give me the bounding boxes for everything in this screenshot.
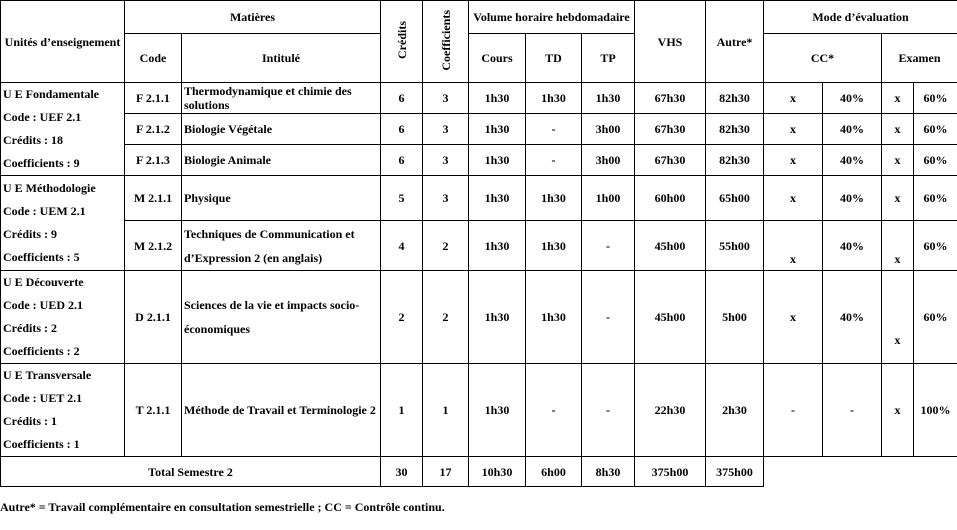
row-credits: 6 [381,144,423,175]
ue-coef: Coefficients : 5 [3,250,80,264]
row-intitule: Sciences de la vie et impacts socio-économiques [182,271,381,364]
row-coef: 2 [423,221,469,271]
row-coef: 2 [423,271,469,364]
row-coef: 3 [423,144,469,175]
row-coef: 1 [423,364,469,457]
row-coef: 3 [423,176,469,221]
row-cours: 1h30 [469,271,526,364]
table-row [1,271,957,364]
ue-cell-decouverte [1,271,125,364]
row-cc-pct: 40% [823,144,882,175]
total-label: Total Semestre 2 [1,457,381,487]
header-volume: Volume horaire hebdomadaire [469,1,635,34]
row-vhs: 45h00 [635,221,706,271]
row-credits: 6 [381,83,423,114]
row-intitule: Techniques de Communication et d’Expression 2 (en anglais) [182,221,381,271]
row-autre: 55h00 [706,221,764,271]
total-coef: 17 [423,457,469,487]
header-mode: Mode d’évaluation [764,1,957,34]
total-cours: 10h30 [469,457,526,487]
ue-credits: Crédits : 2 [3,321,57,335]
table-row [1,144,957,175]
ue-coef: Coefficients : 1 [3,437,80,451]
header-examen: Examen [882,34,957,83]
header-code: Code [125,34,182,83]
ue-coef: Coefficients : 9 [3,156,80,170]
ue-cell-fondamentale [1,83,125,176]
row-cours: 1h30 [469,176,526,221]
header-credits: Crédits [394,21,409,59]
row-td: 1h30 [526,221,582,271]
row-ex-pct: 60% [914,114,957,144]
row-cc-pct: - [823,364,882,457]
row-td: 1h30 [526,176,582,221]
ue-code: Code : UEM 2.1 [3,204,86,218]
row-autre: 2h30 [706,364,764,457]
total-row [1,457,957,487]
row-ex-x: x [882,221,914,271]
row-autre: 82h30 [706,83,764,114]
ue-credits: Crédits : 9 [3,227,57,241]
row-tp: 1h00 [582,176,635,221]
row-ex-x: x [882,271,914,364]
row-code: T 2.1.1 [125,364,182,457]
row-autre: 5h00 [706,271,764,364]
row-tp: - [582,221,635,271]
header-td: TD [526,34,582,83]
row-cc-x: x [764,144,823,175]
row-vhs: 60h00 [635,176,706,221]
row-intitule: Biologie Végétale [182,114,381,144]
row-cc-pct: 40% [823,221,882,271]
total-td: 6h00 [526,457,582,487]
row-td: 1h30 [526,271,582,364]
footnote: Autre* = Travail complémentaire en consultation semestrielle ; CC = Contrôle continu. [0,500,445,514]
row-ex-pct: 60% [914,271,957,364]
row-tp: 3h00 [582,144,635,175]
row-credits: 4 [381,221,423,271]
row-cc-pct: 40% [823,83,882,114]
total-vhs: 375h00 [635,457,706,487]
ue-name: U E Méthodologie [3,181,96,195]
header-coefficients: Coefficients [438,9,453,71]
total-tp: 8h30 [582,457,635,487]
row-ex-x: x [882,176,914,221]
row-vhs: 67h30 [635,114,706,144]
row-ex-pct: 60% [914,83,957,114]
row-intitule: Thermodynamique et chimie des solutions [182,83,381,114]
row-ex-x: x [882,144,914,175]
header-unites: Unités d’enseignement [1,1,125,83]
ue-cell-transversale [1,364,125,457]
total-credits: 30 [381,457,423,487]
table-row [1,176,957,221]
ue-name: U E Fondamentale [3,87,99,101]
row-autre: 82h30 [706,144,764,175]
total-autre: 375h00 [706,457,764,487]
row-vhs: 22h30 [635,364,706,457]
row-code: F 2.1.1 [125,83,182,114]
row-cours: 1h30 [469,83,526,114]
row-cours: 1h30 [469,221,526,271]
row-coef: 3 [423,114,469,144]
ue-name: U E Découverte [3,275,84,289]
row-ex-pct: 100% [914,364,957,457]
row-code: M 2.1.1 [125,176,182,221]
ue-code: Code : UEF 2.1 [3,110,82,124]
row-credits: 5 [381,176,423,221]
header-cours: Cours [469,34,526,83]
row-tp: 3h00 [582,114,635,144]
row-cc-x: x [764,271,823,364]
row-cc-pct: 40% [823,176,882,221]
row-code: F 2.1.2 [125,114,182,144]
row-cc-x: - [764,364,823,457]
row-ex-x: x [882,83,914,114]
header-vhs: VHS [635,1,706,83]
row-code: M 2.1.2 [125,221,182,271]
ue-code: Code : UET 2.1 [3,391,83,405]
ue-credits: Crédits : 18 [3,133,63,147]
row-ex-pct: 60% [914,221,957,271]
table-row [1,364,957,457]
header-matieres: Matières [125,1,381,34]
row-ex-pct: 60% [914,176,957,221]
row-tp: - [582,364,635,457]
row-ex-x: x [882,114,914,144]
row-vhs: 67h30 [635,83,706,114]
row-coef: 3 [423,83,469,114]
table-row [1,83,957,114]
row-cc-pct: 40% [823,114,882,144]
header-cc: CC* [764,34,882,83]
ue-cell-methodologie [1,176,125,271]
ue-code: Code : UED 2.1 [3,298,83,312]
ue-credits: Crédits : 1 [3,414,57,428]
row-credits: 2 [381,271,423,364]
ue-coef: Coefficients : 2 [3,344,80,358]
row-cc-x: x [764,114,823,144]
row-td: 1h30 [526,83,582,114]
row-cc-x: x [764,221,823,271]
table-row [1,114,957,144]
row-credits: 6 [381,114,423,144]
row-td: - [526,114,582,144]
row-code: F 2.1.3 [125,144,182,175]
row-intitule: Biologie Animale [182,144,381,175]
table-row [1,221,957,271]
row-cc-x: x [764,176,823,221]
row-td: - [526,144,582,175]
total-empty [764,457,957,487]
header-tp: TP [582,34,635,83]
row-intitule: Physique [182,176,381,221]
row-tp: - [582,271,635,364]
row-vhs: 67h30 [635,144,706,175]
row-ex-x: x [882,364,914,457]
row-intitule: Méthode de Travail et Terminologie 2 [182,364,381,457]
row-cc-x: x [764,83,823,114]
row-credits: 1 [381,364,423,457]
row-code: D 2.1.1 [125,271,182,364]
row-td: - [526,364,582,457]
row-cours: 1h30 [469,114,526,144]
row-autre: 65h00 [706,176,764,221]
header-intitule: Intitulé [182,34,381,83]
row-vhs: 45h00 [635,271,706,364]
row-cc-pct: 40% [823,271,882,364]
row-autre: 82h30 [706,114,764,144]
row-ex-pct: 60% [914,144,957,175]
ue-name: U E Transversale [3,368,92,382]
row-cours: 1h30 [469,144,526,175]
row-tp: 1h30 [582,83,635,114]
row-cours: 1h30 [469,364,526,457]
header-autre: Autre* [706,1,764,83]
